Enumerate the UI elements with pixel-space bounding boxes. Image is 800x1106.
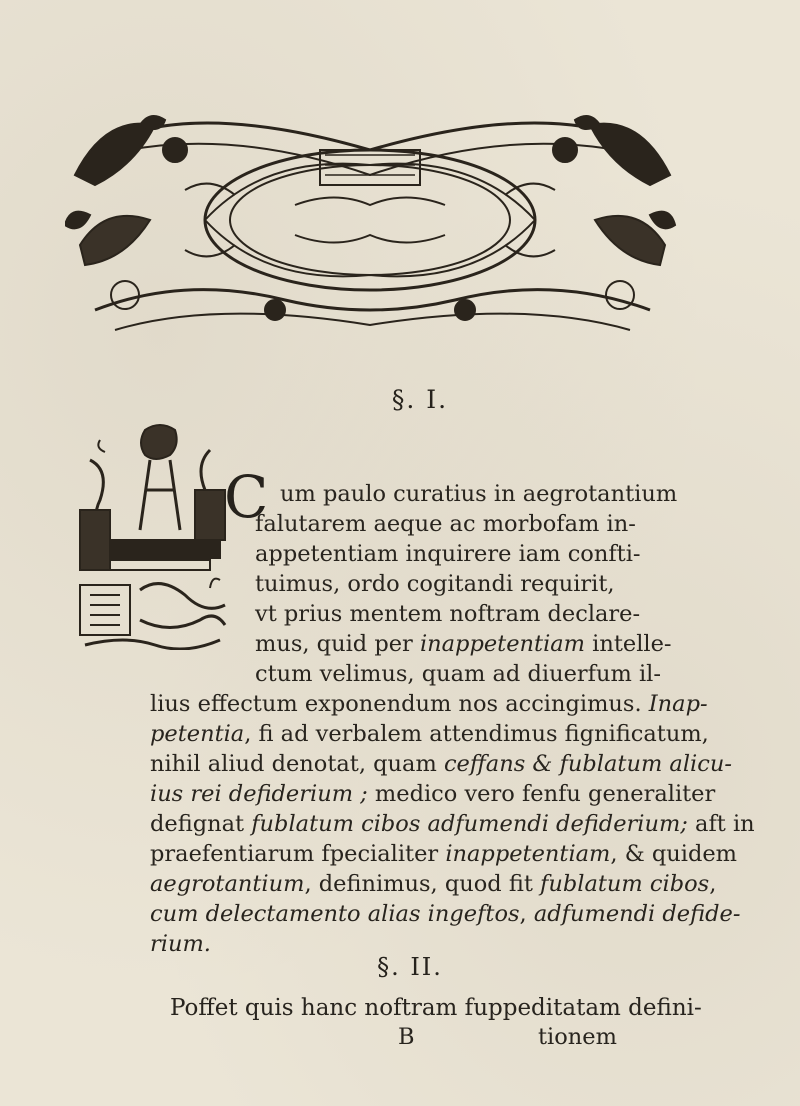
text-line [255, 629, 672, 659]
text-line [150, 749, 732, 779]
text-run-italic: inappetentiam [445, 841, 611, 867]
text-run: , definimus, quod fit [304, 871, 541, 897]
section-heading-1: §. I. [391, 385, 449, 414]
text-line [150, 689, 708, 719]
text-line [150, 809, 755, 839]
text-run: , & quidem [610, 841, 738, 867]
text-run-italic: cum delectamento alias ingeftos [150, 901, 520, 927]
text-line: rium. [150, 931, 211, 957]
text-run-italic: aegrotantium [150, 871, 305, 897]
text-line: falutarem aeque ac morbofam in- [255, 511, 636, 537]
text-run: lius effectum exponendum nos accingimus. [150, 691, 649, 717]
signature-mark: B [398, 1024, 415, 1050]
text-line: tuimus, ordo cogitandi requirit, [255, 571, 615, 597]
text-run-italic: fublatum cibos [540, 871, 710, 897]
text-run: mus, quid per [255, 631, 420, 657]
text-line [150, 839, 737, 869]
text-run: , [709, 871, 717, 897]
text-run: medico vero fenfu generaliter [367, 781, 716, 807]
text-run: aft in [687, 811, 755, 837]
text-run: , [519, 901, 534, 927]
initial-letter: C [224, 463, 269, 531]
text-run-italic: inappetentiam [419, 631, 586, 657]
text-line: vt prius mentem noftram declare- [255, 601, 641, 627]
text-line [150, 779, 715, 809]
text-run-italic: petentia [150, 721, 245, 747]
text-run-italic: Inap- [648, 691, 708, 717]
text-line: ctum velimus, quam ad diuerfum il- [255, 661, 661, 687]
ornamental-headpiece-icon [65, 95, 680, 345]
decorated-initial-c-icon [70, 420, 228, 650]
text-line: Poffet quis hanc noftram fuppeditatam defini- [170, 995, 702, 1021]
text-run: , fi ad verbalem attendimus fignificatum, [244, 721, 709, 747]
text-run-italic: ius rei defiderium ; [150, 781, 368, 807]
section-heading-2: §. II. [377, 953, 443, 981]
text-line [150, 869, 716, 899]
text-run: nihil aliud denotat, quam [150, 751, 444, 777]
text-run: defignat [150, 811, 252, 837]
catchword: tionem [538, 1024, 617, 1050]
text-run: praefentiarum fpecialiter [150, 841, 446, 867]
text-line [150, 899, 740, 929]
text-run-italic: adfumendi defide- [533, 901, 741, 927]
text-line [150, 719, 709, 749]
text-line: appetentiam inquirere iam confti- [255, 541, 641, 567]
text-line: um paulo curatius in aegrotantium [280, 481, 678, 507]
text-run: intelle- [585, 631, 672, 657]
text-run-italic: fublatum cibos adfumendi defiderium; [251, 811, 688, 837]
text-run-italic: ceffans & fublatum alicu- [443, 751, 732, 777]
